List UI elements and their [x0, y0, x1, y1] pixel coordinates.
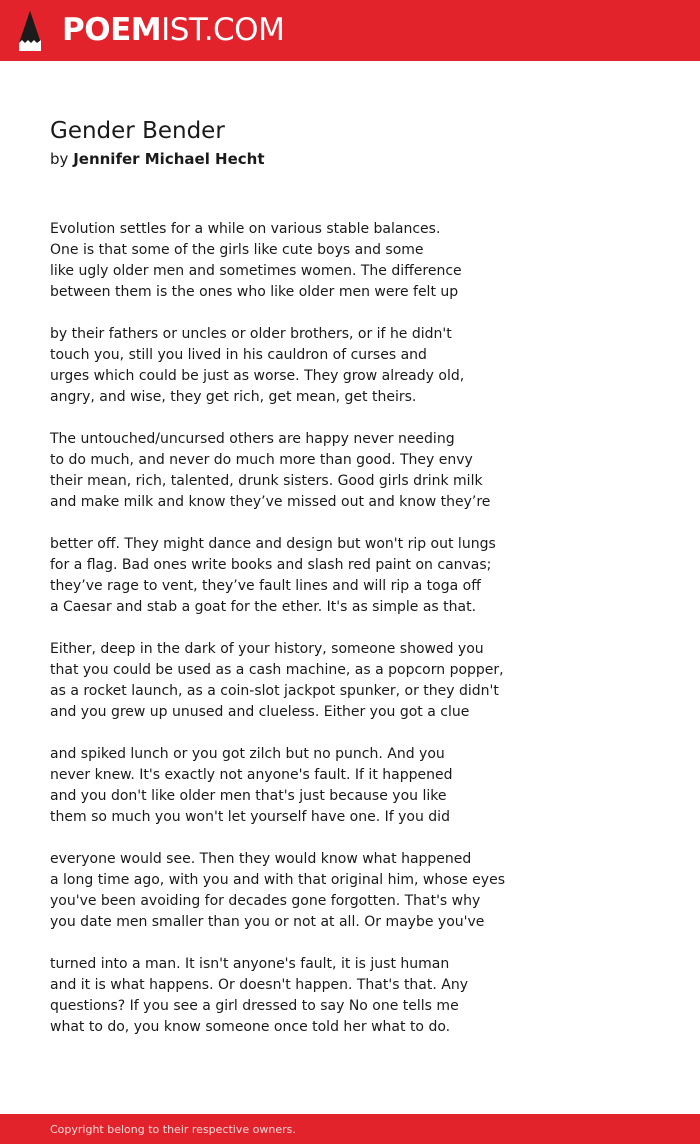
poem-body — [50, 219, 505, 1059]
poem-stanza — [50, 219, 505, 303]
poem-line: angry, and wise, they get rich, get mean, get theirs. — [50, 389, 417, 405]
poem-line: turned into a man. It isn't anyone's fault, it is just human — [50, 956, 450, 972]
poem-line: you've been avoiding for decades gone forgotten. That's why — [50, 893, 481, 909]
poem-line: a long time ago, with you and with that original him, whose eyes — [50, 872, 505, 888]
poem-line: One is that some of the girls like cute boys and some — [50, 242, 424, 258]
poem-line: they’ve rage to vent, they’ve fault lines and will rip a toga off — [50, 578, 481, 594]
poem-stanza — [50, 639, 505, 723]
poem-line: Either, deep in the dark of your history, someone showed you — [50, 641, 484, 657]
poem-line: never knew. It's exactly not anyone's fault. If it happened — [50, 767, 453, 783]
author-name[interactable]: Jennifer Michael Hecht — [73, 150, 265, 168]
poem-line: you date men smaller than you or not at all. Or maybe you've — [50, 914, 485, 930]
site-header — [0, 0, 700, 61]
copyright-notice: Copyright belong to their respective owners. — [50, 1123, 296, 1136]
poem-line: and you grew up unused and clueless. Either you got a clue — [50, 704, 470, 720]
poem-line: as a rocket launch, as a coin-slot jackpot spunker, or they didn't — [50, 683, 499, 699]
poem-line: questions? If you see a girl dressed to say No one tells me — [50, 998, 459, 1014]
poem-stanza — [50, 954, 505, 1038]
poem-line: a Caesar and stab a goat for the ether. It's as simple as that. — [50, 599, 477, 615]
logo-light-text: IST.COM — [161, 12, 285, 48]
poem-line: by their fathers or uncles or older brothers, or if he didn't — [50, 326, 452, 342]
poem-line: urges which could be just as worse. They grow already old, — [50, 368, 465, 384]
poem-line: and it is what happens. Or doesn't happen. That's that. Any — [50, 977, 469, 993]
poem-line: between them is the ones who like older men were felt up — [50, 284, 459, 300]
poem-title: Gender Bender — [50, 118, 225, 144]
poem-line: like ugly older men and sometimes women. The difference — [50, 263, 462, 279]
logo-bold-text: POEM — [62, 12, 162, 48]
poem-stanza — [50, 744, 505, 828]
poem-stanza — [50, 324, 505, 408]
poem-stanza — [50, 534, 505, 618]
poem-line: and make milk and know they’ve missed out and know they’re — [50, 494, 491, 510]
poem-line: and you don't like older men that's just because you like — [50, 788, 447, 804]
poem-line: The untouched/uncursed others are happy never needing — [50, 431, 455, 447]
poem-byline — [50, 150, 265, 169]
site-logo[interactable] — [62, 12, 284, 48]
poem-line: Evolution settles for a while on various stable balances. — [50, 221, 441, 237]
poem-line: to do much, and never do much more than good. They envy — [50, 452, 473, 468]
poem-line: and spiked lunch or you got zilch but no punch. And you — [50, 746, 445, 762]
poem-line: that you could be used as a cash machine, as a popcorn popper, — [50, 662, 504, 678]
poem-stanza — [50, 849, 505, 933]
poem-line: for a flag. Bad ones write books and slash red paint on canvas; — [50, 557, 492, 573]
poem-line: better off. They might dance and design but won't rip out lungs — [50, 536, 496, 552]
poem-line: what to do, you know someone once told her what to do. — [50, 1019, 451, 1035]
site-footer — [0, 1114, 700, 1144]
poem-line: everyone would see. Then they would know what happened — [50, 851, 472, 867]
pencil-tip-icon — [18, 10, 42, 52]
poem-stanza — [50, 429, 505, 513]
by-label: by — [50, 150, 69, 168]
poem-line: their mean, rich, talented, drunk sisters. Good girls drink milk — [50, 473, 483, 489]
poem-line: them so much you won't let yourself have one. If you did — [50, 809, 450, 825]
poem-line: touch you, still you lived in his cauldron of curses and — [50, 347, 427, 363]
